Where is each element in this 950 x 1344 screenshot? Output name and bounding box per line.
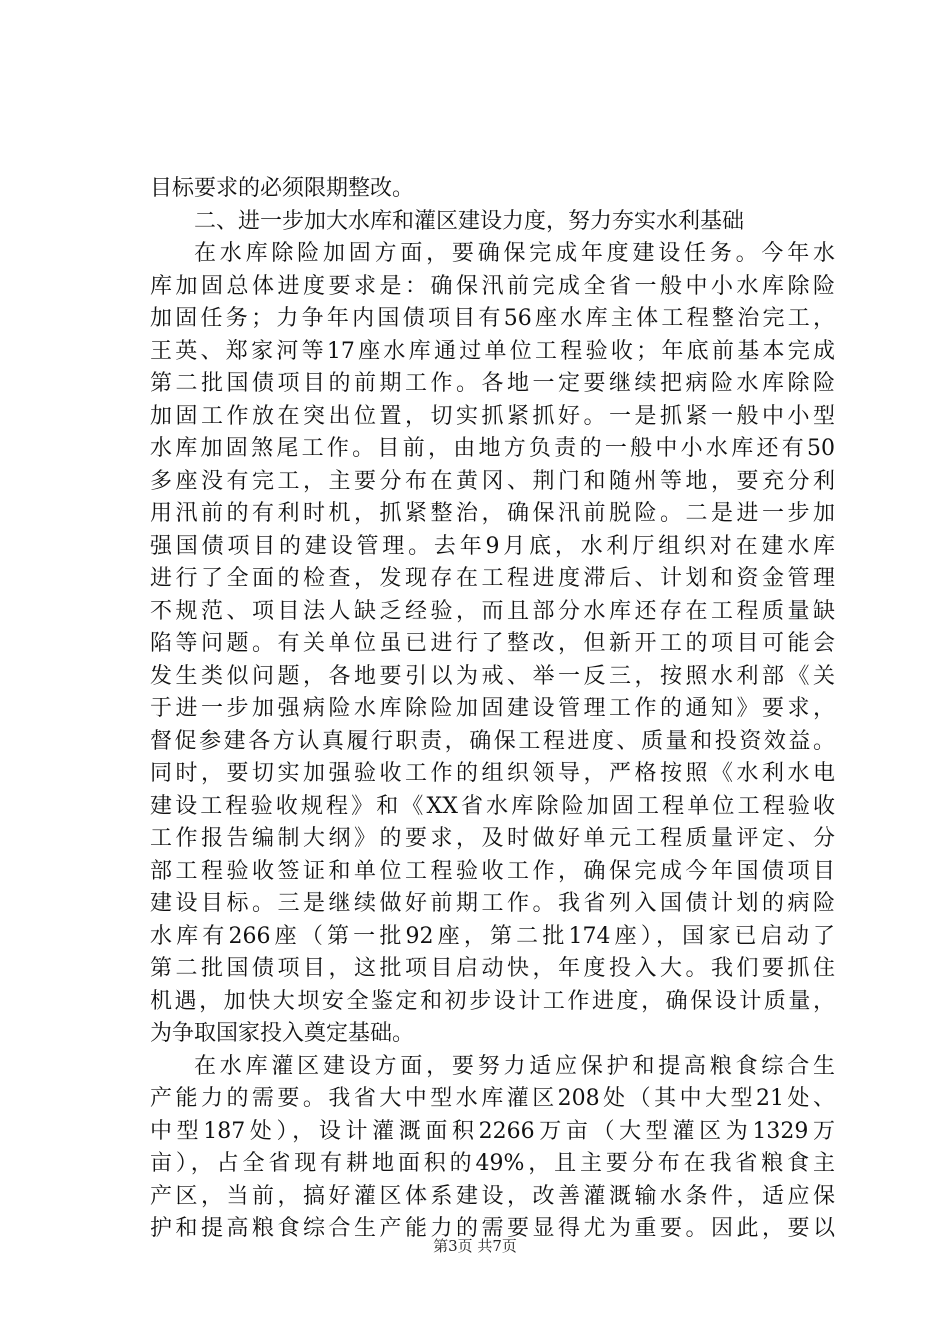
text-line: 中型187处），设计灌溉面积2266万亩（大型灌区为1329万 [150, 1118, 835, 1144]
body-text [150, 173, 835, 1246]
text-line: 同时，要切实加强验收工作的组织领导，严格按照《水利水电 [150, 761, 835, 786]
text-line: 产能力的需要。我省大中型水库灌区208处（其中大型21处、 [150, 1086, 835, 1111]
text-line: 强国债项目的建设管理。去年9月底，水利厅组织对在建水库 [150, 533, 835, 559]
text-line: 工作报告编制大纲》的要求，及时做好单元工程质量评定、分 [150, 826, 835, 851]
paragraph-first-line: 在水库除险加固方面，要确保完成年度建设任务。今年水 [194, 241, 835, 266]
paragraph-first-line: 在水库灌区建设方面，要努力适应保护和提高粮食综合生 [194, 1053, 835, 1079]
text-line: 不规范、项目法人缺乏经验，而且部分水库还存在工程质量缺 [150, 598, 835, 624]
text-line: 发生类似问题，各地要引以为戒、举一反三，按照水利部《关 [150, 663, 835, 689]
text-line: 库加固总体进度要求是：确保汛前完成全省一般中小水库除险 [150, 273, 835, 299]
text-line: 第二批国债项目，这批项目启动快，年度投入大。我们要抓住 [150, 956, 835, 981]
text-line: 进行了全面的检查，发现存在工程进度滞后、计划和资金管理 [150, 566, 835, 591]
text-line: 加固工作放在突出位置，切实抓紧抓好。一是抓紧一般中小型 [150, 403, 835, 429]
page-number-footer: 第3页 共7页 [433, 1237, 517, 1255]
text-line: 产区，当前，搞好灌区体系建设，改善灌溉输水条件，适应保 [150, 1183, 835, 1209]
text-line: 目标要求的必须限期整改。 [150, 176, 415, 201]
text-line: 机遇，加快大坝安全鉴定和初步设计工作进度，确保设计质量， [150, 988, 835, 1014]
text-line: 多座没有完工，主要分布在黄冈、荆门和随州等地，要充分利 [150, 468, 835, 494]
text-line: 督促参建各方认真履行职责，确保工程进度、质量和投资效益。 [150, 728, 835, 754]
text-line: 亩），占全省现有耕地面积的49%，且主要分布在我省粮食主 [150, 1151, 835, 1176]
text-line: 用汛前的有利时机，抓紧整治，确保汛前脱险。二是进一步加 [150, 501, 835, 526]
text-line: 加固任务；力争年内国债项目有56座水库主体工程整治完工， [150, 306, 835, 331]
text-line: 第二批国债项目的前期工作。各地一定要继续把病险水库除险 [150, 371, 835, 396]
text-line: 建设目标。三是继续做好前期工作。我省列入国债计划的病险 [150, 891, 835, 916]
text-line: 建设工程验收规程》和《XX省水库除险加固工程单位工程验收 [150, 793, 835, 819]
section-heading: 二、进一步加大水库和灌区建设力度，努力夯实水利基础 [194, 208, 745, 234]
text-line: 王英、郑家河等17座水库通过单位工程验收；年底前基本完成 [150, 338, 835, 364]
text-line: 部工程验收签证和单位工程验收工作，确保完成今年国债项目 [150, 858, 835, 884]
text-line: 水库加固煞尾工作。目前，由地方负责的一般中小水库还有50 [150, 436, 835, 461]
text-line: 于进一步加强病险水库除险加固建设管理工作的通知》要求， [150, 696, 835, 721]
text-line: 为争取国家投入奠定基础。 [150, 1021, 415, 1046]
text-line: 陷等问题。有关单位虽已进行了整改，但新开工的项目可能会 [150, 631, 835, 656]
text-line: 护和提高粮食综合生产能力的需要显得尤为重要。因此，要以 [150, 1216, 835, 1241]
text-line: 水库有266座（第一批92座，第二批174座），国家已启动了 [150, 923, 835, 949]
